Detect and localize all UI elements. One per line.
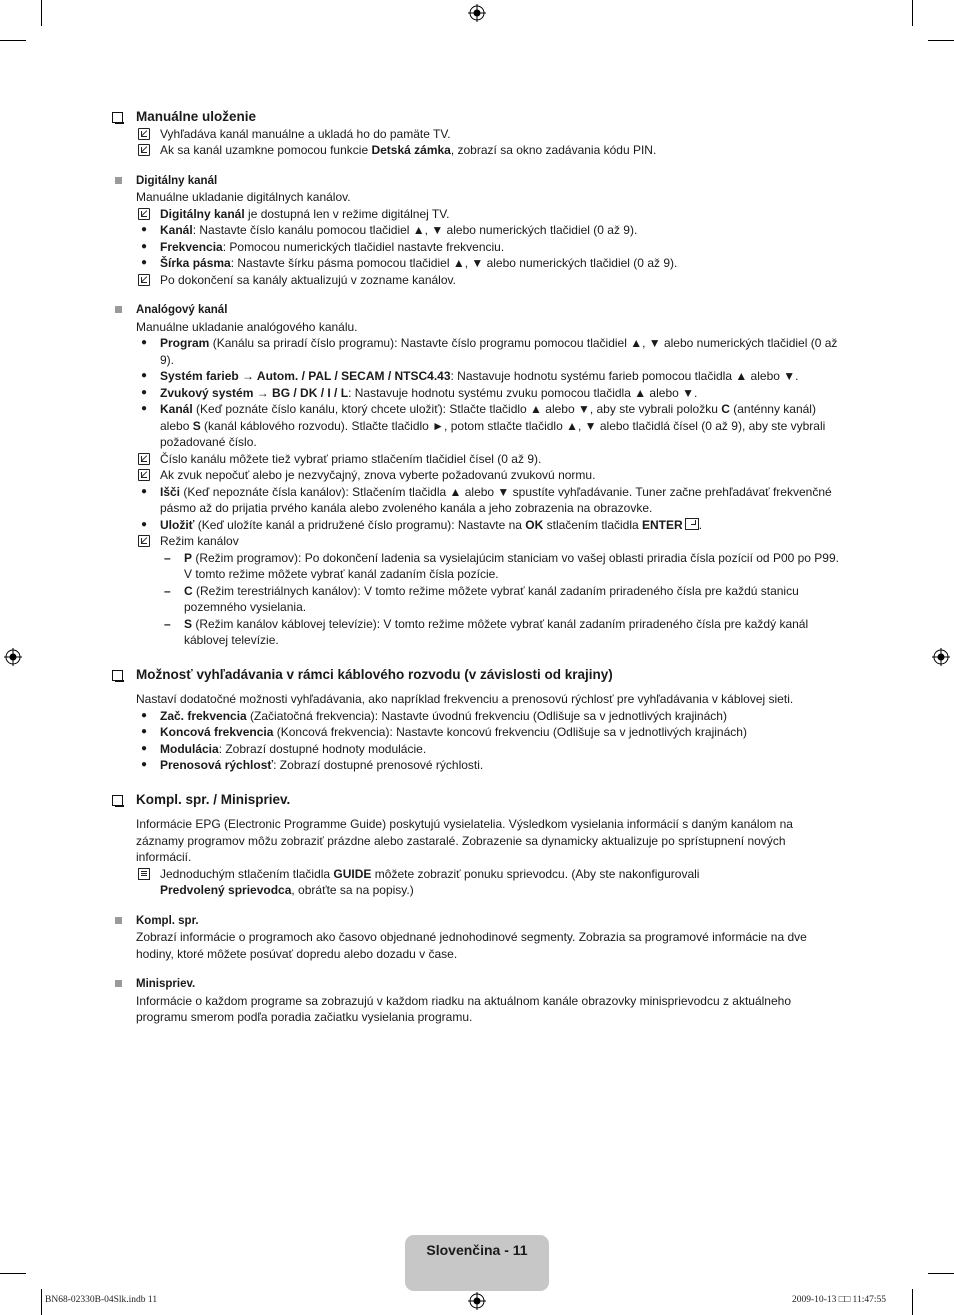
bullet-item [112,517,842,534]
text-run: : Nastavuje hodnotu systému farieb pomocou tlačidla ▲ alebo ▼. [450,369,799,383]
bullet-item [112,708,842,725]
bullet-item [112,401,842,451]
bold-term: Prenosová rýchlosť [160,758,274,772]
text-run: Jednoduchým stlačením tlačidla [160,866,334,881]
text-run: : Zobrazí dostupné prenosové rýchlosti. [273,758,484,772]
checkbox-square-icon [112,795,123,806]
bold-term: Systém farieb → Autom. / PAL / SECAM / NTSC4.43 [160,369,451,383]
crop-mark [912,1289,913,1315]
dash-icon: – [164,616,171,631]
bold-term: C [721,402,730,416]
gray-square-icon [115,306,122,313]
note-item [112,126,842,143]
spacer [112,808,842,816]
bold-term: Modulácia [160,741,219,756]
bullet-item [112,255,842,272]
text-run: : Pomocou numerických tlačidiel nastavte frekvenciu. [222,239,505,254]
bullet-dot-icon: ● [140,759,148,770]
dash-icon: – [164,550,171,565]
text-run: (Režim terestriálnych kanálov): V tomto režime môžete vybrať kanál zadaním priradeného čísla pre každú stanicu pozemného vysielania. [184,583,799,614]
text-run: Číslo kanálu môžete tiež vybrať priamo stlačením tlačidiel čísel (0 až 9). [160,451,542,466]
note-item [112,206,842,223]
bold-term: Detská zámka [371,143,451,157]
bullet-dot-icon: ● [140,403,148,414]
note-icon [138,208,150,220]
enter-icon [685,518,699,530]
text-run: Ak sa kanál uzamkne pomocou funkcie [160,143,372,157]
note-item [112,467,842,484]
bold-term: S [192,418,201,433]
dash-item [112,616,842,649]
paragraph: Informácie EPG (Electronic Programme Guide) poskytujú vysielatelia. Výsledkom vysielania informácií s daným kanálom na záznamy programov môžu zobraziť prázdne alebo zastaralé. Zobrazenie sa dynamicky aktualizuje po sprístupnení nových informácií. [136,817,793,864]
bullet-dot-icon: ● [140,370,148,381]
spacer [112,962,842,976]
subsection-heading [112,913,842,930]
section-heading-text: Manuálne uloženie [136,109,257,124]
bold-term: Digitálny kanál [160,206,245,221]
subsection-heading-text: Digitálny kanál [136,174,218,187]
bold-term: Zvukový systém → BG / DK / I / L [160,385,349,400]
crop-mark [928,40,954,41]
bullet-item [112,724,842,741]
text-run: : Nastavte šírku pásma pomocou tlačidiel ▲, ▼ alebo numerických tlačidiel (0 až 9). [230,256,678,270]
text-run: môžete zobraziť ponuku sprievodcu. (Aby ste nakonfigurovali [371,866,700,881]
spacer [112,649,842,667]
text-run: : Nastavte číslo kanálu pomocou tlačidiel ▲, ▼ alebo numerických tlačidiel (0 až 9). [192,223,638,237]
crop-mark [912,0,913,26]
text-run: (Keď nepoznáte čísla kanálov): Stlačením tlačidla ▲ alebo ▼ spustíte vyhľadávanie. Tuner začne prehľadávať frekvenčné pásmo až do prijatia prvého kanála alebo zvoleného kanála a jeho zobrazenia na obrazovke. [160,484,832,515]
gray-square-icon [115,980,122,987]
text-run: (Režim kanálov káblovej televízie): V tomto režime môžete vybrať kanál zadaním priradeného čísla pre každý kanál káblovej televízie. [184,616,809,647]
subsection-heading [112,302,842,319]
bullet-dot-icon: ● [140,726,148,737]
bullet-dot-icon: ● [140,742,148,754]
text-run: (Koncová frekvencia): Nastavte koncovú frekvenciu (Odlišuje sa v jednotlivých krajinách) [273,725,747,739]
registration-mark-icon [932,648,950,666]
bullet-dot-icon: ● [140,485,148,497]
bullet-dot-icon: ● [140,386,148,398]
bold-term: Uložiť [160,517,195,532]
bullet-item [112,385,842,402]
bold-term: Kanál [160,402,193,416]
text-run: (anténny kanál) alebo [160,402,816,433]
bold-term: P [184,550,193,565]
text-run: (Keď poznáte číslo kanálu, ktorý chcete uložiť): Stlačte tlačidlo ▲ alebo ▼, aby ste vybrali položku [192,402,722,416]
bullet-dot-icon: ● [140,518,148,530]
subsection-heading-text: Kompl. spr. [136,914,199,927]
spacer [112,288,842,302]
paragraph: Manuálne ukladanie digitálnych kanálov. [136,190,351,204]
gray-square-icon [115,177,122,184]
bold-term: Koncová frekvencia [160,725,274,739]
bullet-item [112,222,842,239]
dash-item [112,583,842,616]
bold-term: Program [160,336,210,350]
section-heading-text: Kompl. spr. / Minispriev. [136,791,291,807]
bold-term: Šírka pásma [160,256,231,270]
dash-item [112,550,842,583]
note-icon [138,535,150,547]
bold-term: C [184,583,193,598]
text-run: : Nastavuje hodnotu systému zvuku pomocou tlačidla ▲ alebo ▼. [348,385,698,400]
bullet-dot-icon: ● [140,224,148,235]
section-heading [112,109,842,126]
bullet-dot-icon: ● [140,257,148,268]
note-item [112,451,842,468]
registration-mark-icon [468,1292,486,1310]
section-heading [112,667,842,684]
bold-term: Zač. frekvencia [160,708,247,723]
bold-term: Predvolený sprievodca [160,883,292,897]
checkbox-square-icon [112,112,123,123]
subsection-heading [112,976,842,993]
manual-page-content [112,109,842,1026]
imprint-right: 2009-10-13 □□ 11:47:55 [792,1295,886,1305]
imprint-left: BN68-02330B-04Slk.indb 11 [45,1295,158,1305]
bold-term: S [184,616,193,631]
text-run: stlačením tlačidla [543,517,643,532]
gray-square-icon [115,917,122,924]
text-run: : Zobrazí dostupné hodnoty modulácie. [218,741,427,756]
text-run: , zobrazí sa okno zadávania kódu PIN. [450,143,657,157]
note-item [112,142,842,159]
spacer [112,774,842,792]
text-run: (Začiatočná frekvencia): Nastavte úvodnú frekvenciu (Odlišuje sa v jednotlivých krajinách) [246,708,727,723]
note-item [112,866,842,899]
text-run: Po dokončení sa kanály aktualizujú v zozname kanálov. [160,272,456,287]
subsection-heading-text: Minispriev. [136,978,196,990]
dash-icon: – [164,583,171,598]
note-icon [138,469,150,481]
text-run: , obráťte sa na popisy.) [291,883,414,897]
bullet-item [112,239,842,256]
crop-mark [0,1273,26,1274]
bullet-item [112,741,842,758]
subsection-heading [112,173,842,190]
spacer [112,159,842,173]
bullet-item [112,368,842,385]
paragraph: Informácie o každom programe sa zobrazujú v každom riadku na aktuálnom kanále obrazovky minisprievodcu z aktuálneho programu smerom podľa poradia začiatku vysielania programu. [136,993,792,1024]
crop-mark [0,40,26,41]
bold-term: OK [525,517,544,532]
text-run: (Keď uložíte kanál a pridružené číslo programu): Nastavte na [194,517,526,532]
crop-mark [928,1273,954,1274]
bold-term: ENTER [642,517,683,532]
section-heading-text: Možnosť vyhľadávania v rámci káblového rozvodu (v závislosti od krajiny) [136,666,613,682]
paragraph: Manuálne ukladanie analógového kanálu. [136,319,358,334]
text-run: Ak zvuk nepočuť alebo je nezvyčajný, znova vyberte požadovanú zvukovú normu. [160,468,596,482]
text-run: . [698,517,703,532]
bullet-dot-icon: ● [140,337,148,348]
crop-mark [41,1289,42,1315]
bullet-dot-icon: ● [140,240,148,252]
bullet-item [112,484,842,517]
text-run: Režim kanálov [160,534,239,548]
registration-mark-icon [468,4,486,22]
bold-term: Frekvencia [160,239,223,254]
note-icon [138,144,150,156]
note-item [112,533,842,550]
note-icon [138,274,150,286]
spacer [112,899,842,913]
bold-term: Išči [160,484,181,499]
spacer [112,683,842,691]
text-run: je dostupná len v režime digitálnej TV. [244,206,450,221]
text-run: (Režim programov): Po dokončení ladenia sa vysielajúcim staniciam vo vašej oblasti priradia čísla pozícií od P00 po P99. V tomto režime môžete vybrať kanál zadaním čísla pozície. [184,550,839,581]
note-icon [138,453,150,465]
note-icon [138,128,150,140]
guide-icon [138,868,150,880]
bullet-item [112,757,842,774]
section-heading [112,792,842,809]
paragraph: Nastaví dodatočné možnosti vyhľadávania, ako napríklad frekvenciu a prenosovú rýchlosť pre vyhľadávania v káblovej sieti. [136,692,794,706]
note-item [112,272,842,289]
paragraph: Zobrazí informácie o programoch ako časovo objednané jednohodinové segmenty. Zobrazia sa programové informácie na dve hodiny, ktoré môžete posúvať dopredu alebo dozadu v čase. [136,930,807,961]
bold-term: Kanál [160,223,193,237]
text-run: Vyhľadáva kanál manuálne a ukladá ho do pamäte TV. [160,126,451,141]
subsection-heading-text: Analógový kanál [136,304,228,316]
text-run: (kanál káblového rozvodu). Stlačte tlačidlo ►, potom stlačte tlačidlo ▲, ▼ alebo tlačidlá čísel (0 až 9), aby ste vybrali požadované číslo. [160,418,826,449]
checkbox-square-icon [112,670,123,681]
page-number-label: Slovenčina - 11 [426,1242,528,1258]
registration-mark-icon [4,648,22,666]
bullet-item [112,335,842,368]
bold-term: GUIDE [333,866,372,881]
bullet-dot-icon: ● [140,709,148,721]
text-run: (Kanálu sa priradí číslo programu): Nastavte číslo programu pomocou tlačidiel ▲, ▼ alebo numerických tlačidiel (0 až 9). [160,336,838,367]
crop-mark [41,0,42,26]
